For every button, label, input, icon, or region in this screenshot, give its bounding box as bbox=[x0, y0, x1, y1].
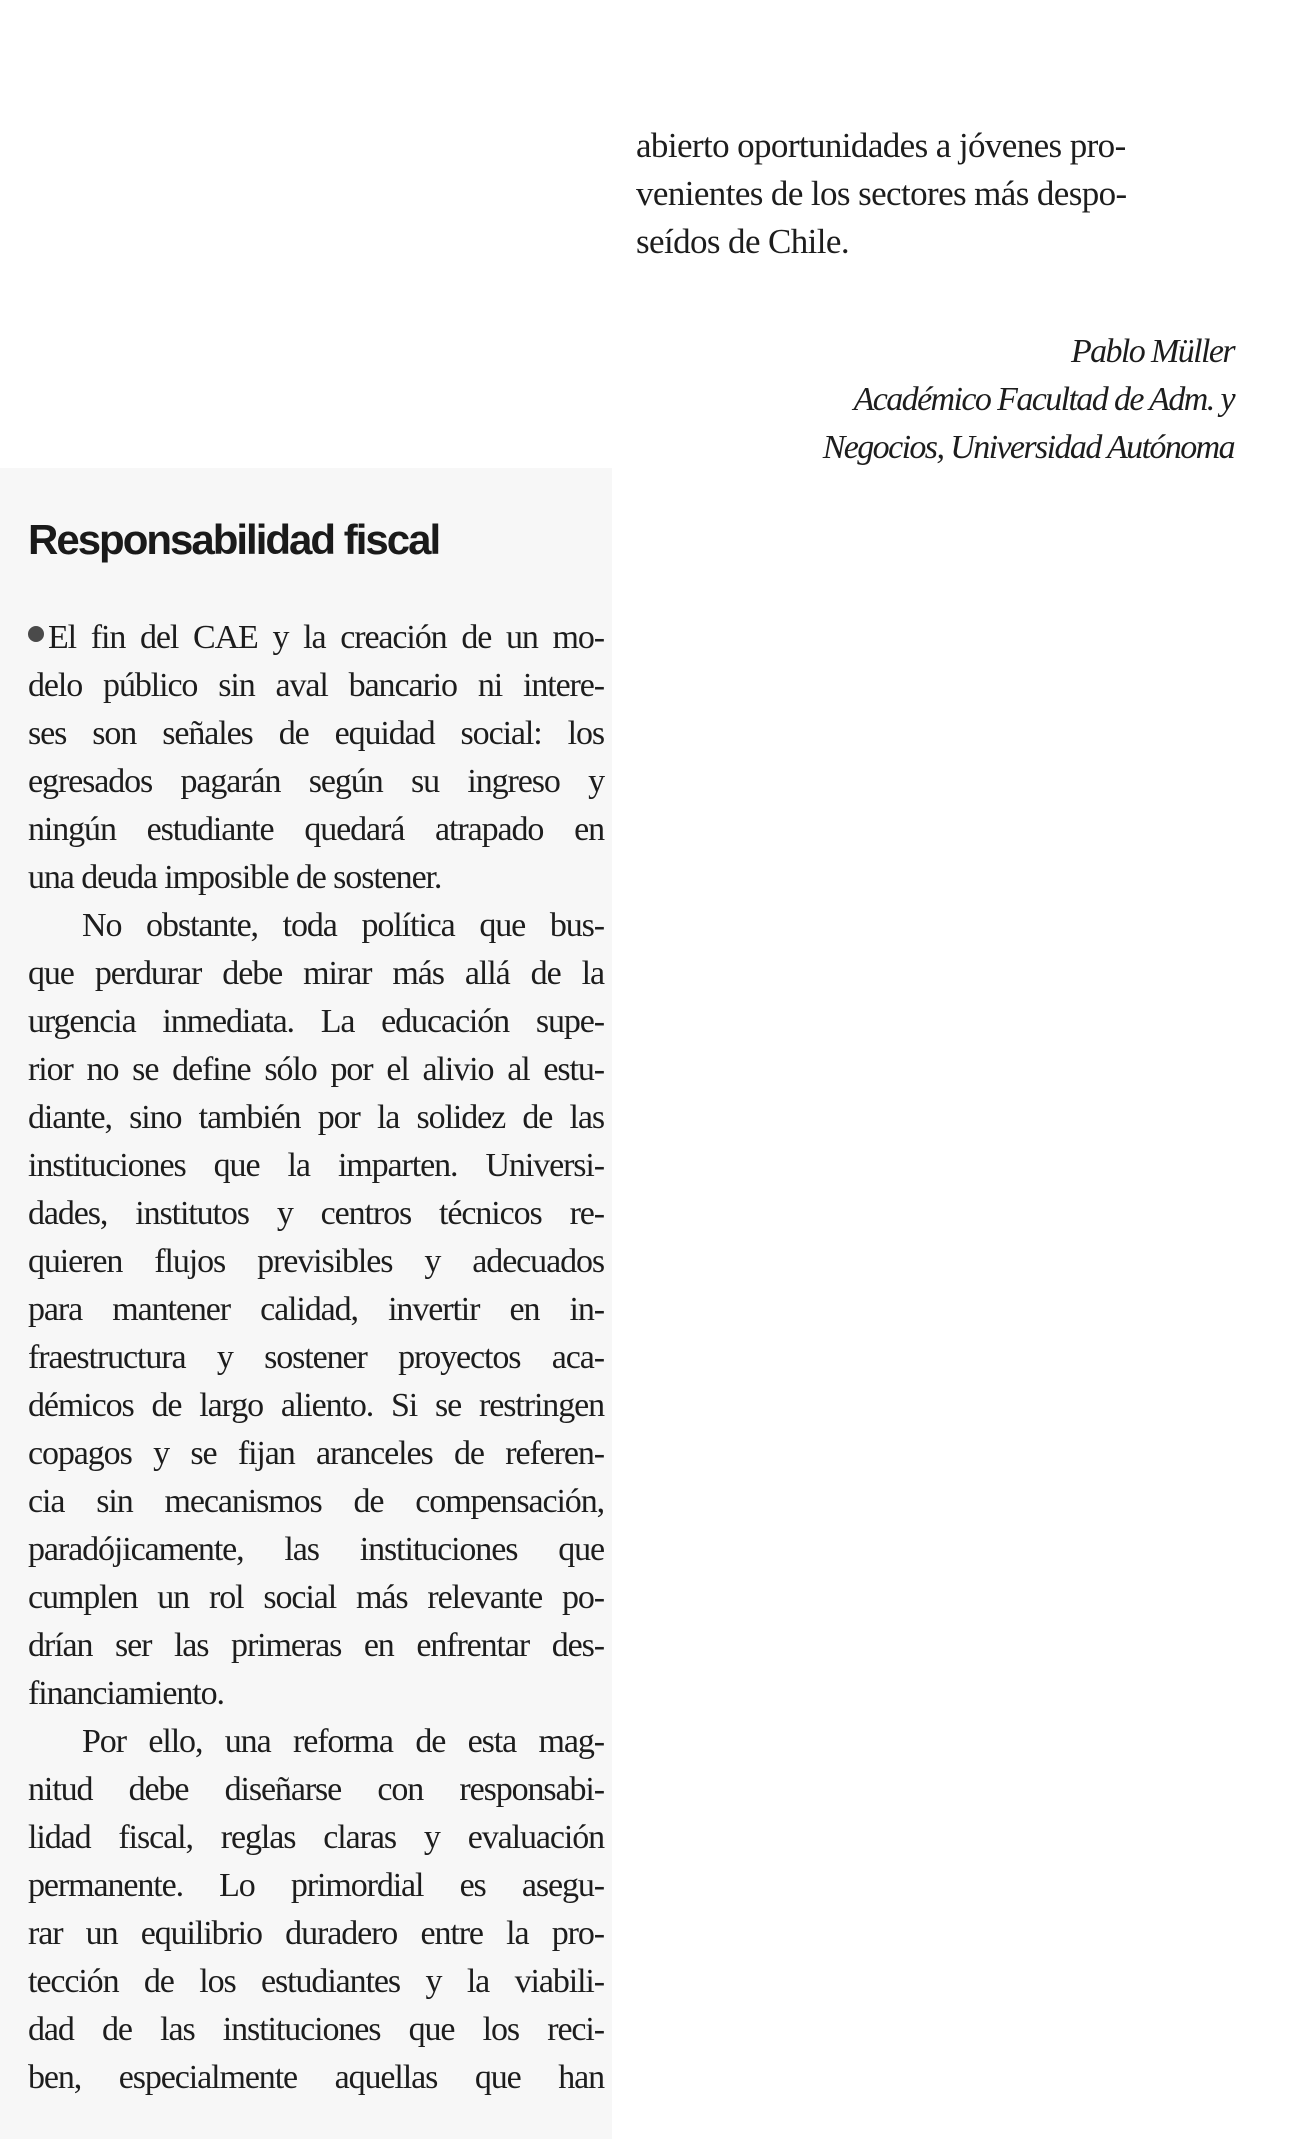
letter-line: fraestructura y sostener proyectos aca- bbox=[28, 1339, 604, 1376]
letter-responsabilidad-fiscal bbox=[0, 468, 612, 2139]
letter-headline: Responsabilidad fiscal bbox=[28, 516, 440, 563]
letter-line: démicos de largo aliento. Si se restringen bbox=[28, 1387, 604, 1424]
letter-line: delo público sin aval bancario ni intere- bbox=[28, 667, 604, 704]
letter-line: paradójicamente, las instituciones que bbox=[28, 1531, 604, 1568]
letter-line: nitud debe diseñarse con responsabi- bbox=[28, 1771, 604, 1808]
letter-line: dades, institutos y centros técnicos re- bbox=[28, 1195, 604, 1232]
letter-line: cia sin mecanismos de compensación, bbox=[28, 1483, 604, 1520]
signature bbox=[823, 328, 1234, 472]
letter-line: tección de los estudiantes y la viabili- bbox=[28, 1963, 604, 2000]
letter-line: ben, especialmente aquellas que han bbox=[28, 2059, 604, 2096]
letter-line: financiamiento. bbox=[28, 1675, 224, 1712]
letter-line: una deuda imposible de sostener. bbox=[28, 859, 442, 896]
letter-line: ningún estudiante quedará atrapado en bbox=[28, 811, 604, 848]
letter-line: quieren flujos previsibles y adecuados bbox=[28, 1243, 604, 1280]
letter-line: que perdurar debe mirar más allá de la bbox=[28, 955, 604, 992]
letter-line: diante, sino también por la solidez de las bbox=[28, 1099, 604, 1136]
letter-line: copagos y se fijan aranceles de referen- bbox=[28, 1435, 604, 1472]
letter-line: Por ello, una reforma de esta mag- bbox=[82, 1723, 604, 1760]
letter-line: egresados pagarán según su ingreso y bbox=[28, 763, 604, 800]
letter-line: No obstante, toda política que bus- bbox=[82, 907, 604, 944]
letter-body bbox=[28, 614, 604, 2102]
previous-letter-ending bbox=[636, 122, 1264, 502]
signature-author: Pablo Müller bbox=[1070, 333, 1234, 370]
letter-line: para mantener calidad, invertir en in- bbox=[28, 1291, 604, 1328]
signature-affiliation: Académico Facultad de Adm. y bbox=[853, 381, 1234, 418]
signature-affiliation: Negocios, Universidad Autónoma bbox=[822, 429, 1234, 466]
bullet-icon bbox=[28, 626, 44, 642]
letter-line: El fin del CAE y la creación de un mo- bbox=[28, 614, 604, 662]
previous-letter-line: seídos de Chile. bbox=[636, 222, 850, 261]
letter-line: cumplen un rol social más relevante po- bbox=[28, 1579, 604, 1616]
letter-line: rior no se define sólo por el alivio al estu- bbox=[28, 1051, 604, 1088]
letter-line: drían ser las primeras en enfrentar des- bbox=[28, 1627, 604, 1664]
letter-line: rar un equilibrio duradero entre la pro- bbox=[28, 1915, 604, 1952]
previous-letter-line: abierto oportunidades a jóvenes pro- bbox=[636, 126, 1126, 165]
letter-line: dad de las instituciones que los reci- bbox=[28, 2011, 604, 2048]
letter-line: ses son señales de equidad social: los bbox=[28, 715, 604, 752]
letter-line: lidad fiscal, reglas claras y evaluación bbox=[28, 1819, 604, 1856]
letter-line: urgencia inmediata. La educación supe- bbox=[28, 1003, 604, 1040]
letter-line: instituciones que la imparten. Universi- bbox=[28, 1147, 604, 1184]
letter-line: permanente. Lo primordial es asegu- bbox=[28, 1867, 604, 1904]
previous-letter-line: venientes de los sectores más despo- bbox=[636, 174, 1127, 213]
